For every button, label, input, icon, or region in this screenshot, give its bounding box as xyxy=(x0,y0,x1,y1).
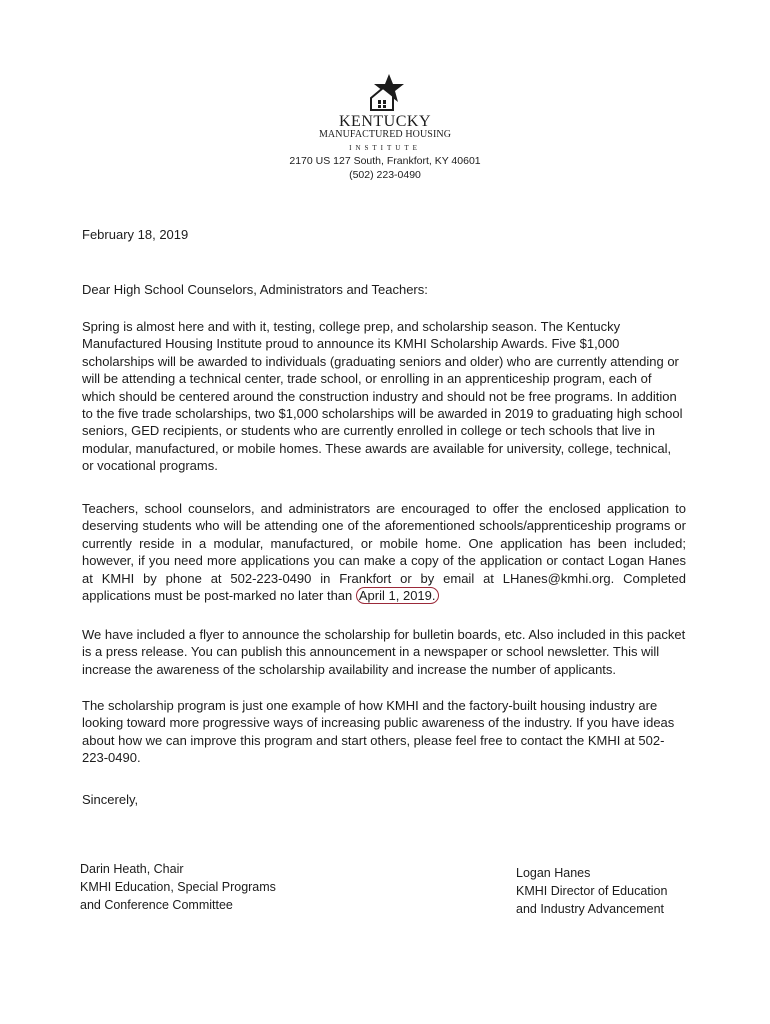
paragraph-program: The scholarship program is just one example of how KMHI and the factory-built housing industry are looking toward more progressive ways of increasing public awareness of the industry. If you have ideas about how we can improve this program and start others, please feel free to contact the KMHI at 502-223-0490. xyxy=(82,698,675,766)
house-star-logo-icon xyxy=(363,72,407,114)
signer-title: and Conference Committee xyxy=(80,898,233,912)
org-subtitle: MANUFACTURED HOUSING xyxy=(318,129,452,140)
signature-block-right xyxy=(516,864,667,918)
signer-title: and Industry Advancement xyxy=(516,902,665,916)
org-institute: INSTITUTE xyxy=(349,144,421,152)
paragraph-application-text: Teachers, school counselors, and administrators are encouraged to offer the enclosed application to deserving students who will be attending one of the aforementioned schools/apprenticeship programs or currently reside in a modular, manufactured, or mobile home. One application has been included; however, if you need more applications you can make a copy of the application or contact Logan Hanes at KMHI by phone at 502-223-0490 in Frankfort or by email at LHanes@kmhi.org. Completed applications must be post-marked no later than xyxy=(82,501,686,604)
signer-title: KMHI Education, Special Programs xyxy=(80,880,276,894)
signer-name: Logan Hanes xyxy=(516,866,591,880)
org-name: KENTUCKY xyxy=(339,113,431,130)
deadline-circled: April 1, 2019. xyxy=(356,587,439,604)
letter-date: February 18, 2019 xyxy=(82,227,189,242)
letterhead xyxy=(185,72,585,182)
paragraph-flyer: We have included a flyer to announce the scholarship for bulletin boards, etc. Also included in this packet is a press release. You can publish this announcement in a newspaper or school newsletter. This will increase the awareness of the scholarship availability and increase the number of applicants. xyxy=(82,627,686,677)
signer-title: KMHI Director of Education xyxy=(516,884,668,898)
org-phone: (502) 223-0490 xyxy=(349,169,421,181)
closing: Sincerely, xyxy=(82,792,139,807)
paragraph-intro: Spring is almost here and with it, testing, college prep, and scholarship season. The Kentucky Manufactured Housing Institute proud to announce its KMHI Scholarship Awards. Five $1,000 scholarships will be awarded to individuals (graduating seniors and older) who are currently attending or will be attending a technical center, trade school, or enrolling in an apprenticeship program, each of which should be centered around the construction industry and should not be free programs. In addition to the five trade scholarships, two $1,000 scholarships will be awarded in 2019 to graduating high school seniors, GED recipients, or students who are currently enrolled in college or tech schools that live in modular, manufactured, or mobile homes. These awards are available for university, college, technical, or vocational programs. xyxy=(82,319,683,474)
org-address: 2170 US 127 South, Frankfort, KY 40601 xyxy=(289,155,481,167)
signer-name: Darin Heath, Chair xyxy=(80,862,184,876)
salutation: Dear High School Counselors, Administrators and Teachers: xyxy=(82,282,428,297)
paragraph-application xyxy=(82,500,686,604)
signature-block-left xyxy=(80,860,276,914)
